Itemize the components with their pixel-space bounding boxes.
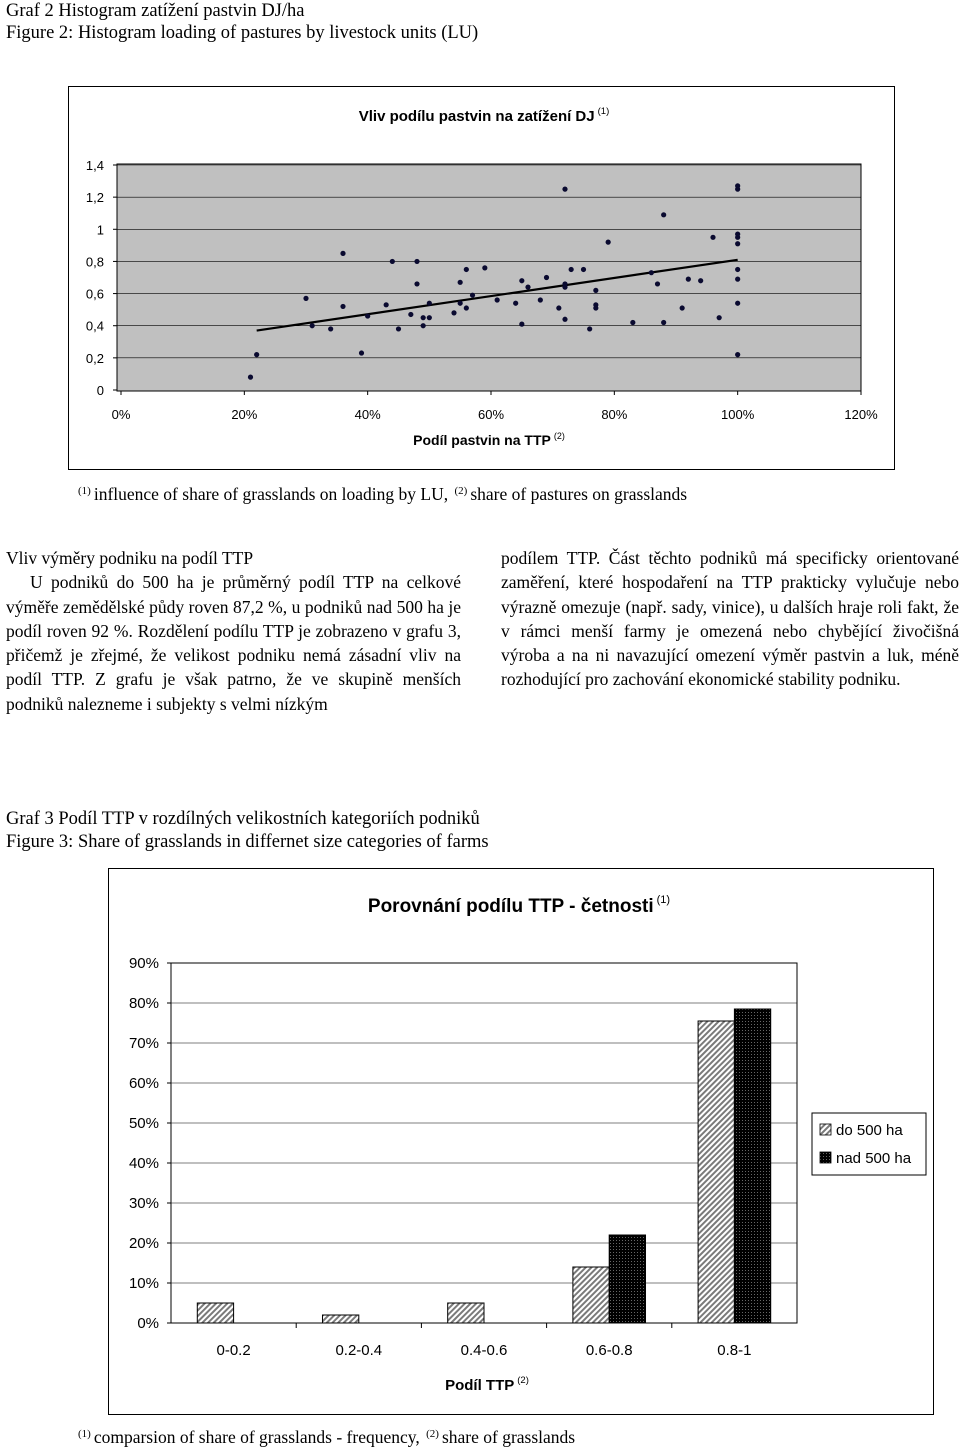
scatter-x-tick-label: 60% [477, 407, 505, 422]
scatter-y-tick-label: 0,4 [85, 318, 104, 334]
scatter-point [340, 251, 345, 256]
bar-x-tick-label: 0.6-0.8 [585, 1342, 633, 1359]
scatter-point [390, 259, 395, 264]
scatter-x-axis-label-text: Podíl pastvin na TTP [413, 432, 551, 448]
scatter-point [606, 240, 611, 245]
right-text-column [501, 546, 959, 692]
scatter-point [544, 275, 549, 280]
bar-y-tick-label: 90% [128, 955, 159, 972]
scatter-point [451, 310, 456, 315]
bar-y-tick-label: 80% [128, 995, 159, 1012]
scatter-point [464, 305, 469, 310]
scatter-point [414, 259, 419, 264]
scatter-point [538, 297, 543, 302]
bar-nad-500 [734, 1009, 770, 1323]
bar-x-tick-label: 0.8-1 [717, 1342, 752, 1359]
bar-y-tick-label: 0% [137, 1315, 159, 1332]
figure-2-caption-en: Figure 2: Histogram loading of pastures by livestock units (LU) [6, 23, 479, 43]
figure-3-frame [108, 868, 934, 1415]
bar-x-axis-label-sup: (2) [517, 1375, 529, 1386]
scatter-point [427, 301, 432, 306]
bar-title-sup: (1) [656, 894, 671, 906]
fig2-footnote-marker-1: (1) [78, 485, 91, 497]
scatter-point [365, 313, 370, 318]
scatter-point [414, 281, 419, 286]
scatter-y-tick-label: 0,6 [85, 286, 104, 302]
bar-title-text: Porovnání podílu TTP - četnosti [367, 896, 654, 917]
figure-3-footnote [78, 1427, 575, 1448]
scatter-x-axis-label-sup: (2) [553, 431, 565, 441]
bar-y-tick-label: 40% [128, 1155, 159, 1172]
bar-x-axis-label [445, 1375, 529, 1394]
bar-chart [109, 869, 932, 1413]
scatter-point [384, 302, 389, 307]
scatter-point [458, 280, 463, 285]
scatter-point [593, 288, 598, 293]
bar-x-tick-label: 0.2-0.4 [335, 1342, 383, 1359]
fig3-footnote-marker-1: (1) [78, 1428, 91, 1440]
scatter-point [569, 267, 574, 272]
fig3-footnote-text-1: comparsion of share of grasslands - frequency, [93, 1427, 420, 1447]
scatter-point [303, 296, 308, 301]
figure-2-footnote [78, 484, 687, 505]
scatter-point [562, 187, 567, 192]
scatter-point [513, 301, 518, 306]
scatter-title-text: Vliv podílu pastvin na zatížení DJ [358, 108, 595, 125]
scatter-point [254, 352, 259, 357]
bar-y-tick-label: 70% [128, 1035, 159, 1052]
bar-y-tick-label: 50% [128, 1115, 159, 1132]
scatter-y-tick-label: 0,8 [85, 254, 104, 270]
scatter-point [421, 323, 426, 328]
bar-do-500 [322, 1315, 358, 1323]
scatter-point [562, 285, 567, 290]
legend-label-nad-500: nad 500 ha [836, 1150, 912, 1167]
fig3-footnote-marker-2: (2) [426, 1428, 439, 1440]
scatter-point [310, 323, 315, 328]
scatter-point [421, 315, 426, 320]
scatter-point [710, 235, 715, 240]
scatter-point [470, 293, 475, 298]
scatter-point [495, 297, 500, 302]
legend-label-do-500: do 500 ha [836, 1122, 903, 1139]
right-paragraph: podílem TTP. Část těchto podniků má specificky orientované zaměření, které hospodaření na TTP prakticky vylučuje nebo výrazně omezuje (např. sady, vinice), u dalších hraje roli fakt, že v rámci menší farmy je omezená nebo chybějící živočišná výroba a na ni navazující omezení výměr pastvin a luk, méně rozhodující pro zachování ekonomické stability podniku. [501, 548, 959, 690]
scatter-point [649, 270, 654, 275]
scatter-y-tick-label: 1,4 [85, 158, 104, 173]
scatter-point [396, 326, 401, 331]
scatter-point [717, 315, 722, 320]
scatter-point [525, 285, 530, 290]
figure-3-caption-cz: Graf 3 Podíl TTP v rozdílných velikostních kategoriích podniků [6, 809, 480, 829]
scatter-point [340, 304, 345, 309]
scatter-plot-area [117, 164, 861, 391]
scatter-point [735, 241, 740, 246]
scatter-point [686, 277, 691, 282]
scatter-y-tick-label: 1 [96, 222, 104, 238]
scatter-point [587, 326, 592, 331]
bar-x-axis-label-text: Podíl TTP [445, 1377, 515, 1394]
bar-y-tick-label: 30% [128, 1195, 159, 1212]
bar-x-tick-label: 0.4-0.6 [460, 1342, 508, 1359]
legend-swatch-nad-500 [820, 1152, 831, 1163]
bar-x-tick-label: 0-0.2 [216, 1342, 251, 1359]
fig2-footnote-marker-2: (2) [454, 485, 468, 497]
figure-3-caption-en: Figure 3: Share of grasslands in differnet size categories of farms [6, 832, 489, 852]
scatter-point [427, 315, 432, 320]
scatter-x-axis-label [413, 431, 565, 448]
fig2-footnote-text-1: influence of share of grasslands on loading by LU, [93, 484, 449, 504]
figure-2-frame [68, 86, 895, 470]
scatter-point [328, 326, 333, 331]
scatter-point [630, 320, 635, 325]
scatter-point [680, 305, 685, 310]
scatter-point [519, 322, 524, 327]
fig2-footnote-text-2: share of pastures on grasslands [470, 484, 688, 504]
scatter-point [735, 267, 740, 272]
bar-y-tick-label: 20% [128, 1235, 159, 1252]
scatter-point [359, 350, 364, 355]
scatter-x-tick-label: 100% [721, 407, 755, 422]
scatter-title-sup: (1) [597, 106, 610, 117]
scatter-point [464, 267, 469, 272]
scatter-point [661, 212, 666, 217]
bar-legend [812, 1113, 926, 1175]
scatter-title [359, 106, 610, 125]
scatter-point [735, 301, 740, 306]
scatter-point [408, 312, 413, 317]
scatter-point [735, 187, 740, 192]
scatter-point [735, 352, 740, 357]
scatter-x-tick-label: 120% [844, 407, 878, 422]
scatter-point [581, 267, 586, 272]
scatter-point [698, 278, 703, 283]
scatter-point [593, 305, 598, 310]
scatter-x-tick-label: 20% [231, 407, 258, 422]
bar-do-500 [698, 1021, 734, 1323]
bar-nad-500 [609, 1235, 645, 1323]
bar-do-500 [573, 1267, 609, 1323]
bar-y-tick-label: 60% [128, 1075, 159, 1092]
left-text-column [6, 546, 461, 716]
left-paragraph: U podniků do 500 ha je průměrný podíl TTP na celkové výměře zemědělské půdy roven 87,2 %, u podniků nad 500 ha je podíl roven 92 %. Rozdělení podílu TTP je zobrazeno v grafu 3, přičemž je zřejmé, že velikost podniku nemá zásadní vliv na podíl TTP. Z grafu je však patrno, že ve skupině menších podniků nalezneme i subjekty s velmi nízkým [6, 572, 461, 714]
scatter-point [655, 281, 660, 286]
bar-y-tick-label: 10% [128, 1275, 159, 1292]
scatter-point [556, 305, 561, 310]
scatter-point [458, 301, 463, 306]
scatter-point [562, 317, 567, 322]
figure-2-caption-cz: Graf 2 Histogram zatížení pastvin DJ/ha [6, 1, 305, 21]
bar-do-500 [448, 1303, 484, 1323]
scatter-point [735, 277, 740, 282]
scatter-x-tick-label: 80% [601, 407, 628, 422]
scatter-chart [69, 87, 893, 468]
bar-do-500 [197, 1303, 233, 1323]
scatter-y-tick-label: 1,2 [85, 190, 104, 206]
scatter-point [248, 375, 253, 380]
scatter-point [735, 235, 740, 240]
scatter-point [482, 265, 487, 270]
legend-swatch-do-500 [820, 1124, 831, 1135]
section-heading: Vliv výměry podniku na podíl TTP [6, 548, 254, 568]
scatter-y-tick-label: 0,2 [85, 350, 104, 366]
scatter-y-tick-label: 0 [96, 383, 104, 398]
scatter-point [519, 278, 524, 283]
fig3-footnote-text-2: share of grasslands [441, 1427, 576, 1447]
scatter-point [661, 320, 666, 325]
scatter-x-tick-label: 0% [111, 407, 131, 422]
bar-title [368, 894, 670, 917]
scatter-x-tick-label: 40% [354, 407, 381, 422]
